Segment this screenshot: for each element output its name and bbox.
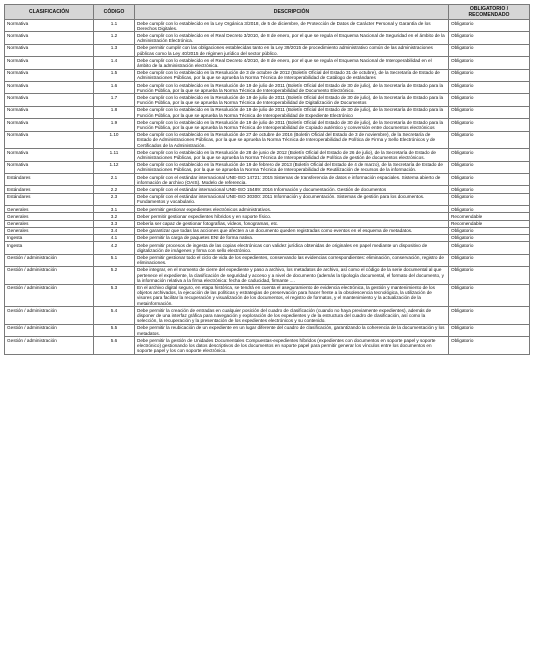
cell-status: Obligatorio [449,119,530,131]
cell-description: Debe permitir la carga de paquetes ENI de forma nativa. [135,234,449,241]
cell-status: Obligatorio [449,284,530,307]
table-row [5,32,530,44]
cell-description: Debe permitir la creación de entradas en cualquier posición del cuadro de clasificación (cuando no haya previamente expedientes), además de disponer de una interfaz gráfica para navegación y exploración de los expedientes y de la estructura del cuadro de clasificación, así como la selección, la recuperación y la presentación de los expedientes electrónicos y su contenido. [135,307,449,325]
cell-code: 5.5 [94,324,135,336]
cell-status: Obligatorio [449,324,530,336]
cell-description: Debe cumplir con lo establecido en la Resolución de 19 de julio de 2011 (Boletín Oficial del Estado de 30 de julio), de la Secretaría de Estado para la Función Pública, por la que se aprueba la Norma Técnica de Interoperabilidad de Copiado auténtico y conversión entre documentos electrónicos [135,119,449,131]
cell-code: 1.1 [94,20,135,32]
cell-description: Debe cumplir con lo establecido en la Resolución de 19 de febrero de 2013 (Boletín Oficial del Estado de 4 de marzo), de la Secretaría de Estado de Administraciones Públicas, por la que se aprueba la Norma Técnica de Interoperabilidad de Reutilización de recursos de la información. [135,161,449,173]
cell-status: Obligatorio [449,266,530,284]
cell-description: Deber permitir gestionar expedientes híbridos y en soporte físico. [135,213,449,220]
requirements-table [4,4,530,355]
cell-classification: Gestión / administración [5,254,94,266]
cell-description: Debe cumplir con lo establecido en la Resolución de 3 de octubre de 2012 (Boletín Oficial del Estado 31 de octubre), de la Secretaría de Estado de Administraciones Públicas, por la que se aprueba la Norma Técnica de Interoperabilidad de Catálogo de estándares [135,69,449,81]
cell-status: Obligatorio [449,82,530,94]
table-row [5,337,530,355]
cell-classification: Gestión / administración [5,307,94,325]
table-row [5,20,530,32]
cell-code: 1.2 [94,32,135,44]
cell-status: Obligatorio [449,149,530,161]
cell-description: Debe cumplir con lo establecido en el Real Decreto 4/2010, de 8 de enero, por el que se regula el Esquema Nacional de Interoperabilidad en el ámbito de la administración electrónica. [135,57,449,69]
table-row [5,254,530,266]
table-row [5,94,530,106]
cell-description: Debe cumplir con lo establecido en la Resolución de 19 de julio de 2011 (Boletín Oficial del Estado de 30 de julio), de la Secretaría de Estado para la Función Pública, por la que se aprueba la Norma Técnica de Interoperabilidad de Expediente Electrónico [135,106,449,118]
cell-description: Debe cumplir con lo establecido en la Resolución de 27 de octubre de 2016 (Boletín Oficial del Estado de 3 de noviembre), de la Secretaría de Estado de Administraciones Públicas, por la que se aprueba la Norma Técnica de Interoperabilidad de Política de Firma y Sello Electrónicos y de Certificados de la Administración. [135,131,449,149]
cell-status: Obligatorio [449,20,530,32]
requirements-document [4,4,529,355]
cell-classification: Normativa [5,44,94,56]
cell-code: 1.6 [94,82,135,94]
cell-classification: Generales [5,206,94,213]
table-row [5,220,530,227]
cell-description: Debería ser capaz de gestionar fotografías, vídeos, fonogramas, etc. [135,220,449,227]
cell-description: Debe garantizar que todas las acciones que afecten a un documento queden registradas como eventos en el esquema de metadatos. [135,227,449,234]
cell-classification: Ingesta [5,234,94,241]
cell-classification: Normativa [5,94,94,106]
cell-status: Obligatorio [449,307,530,325]
cell-code: 1.9 [94,119,135,131]
cell-code: 5.3 [94,284,135,307]
table-row [5,69,530,81]
cell-status: Obligatorio [449,227,530,234]
table-row [5,82,530,94]
cell-classification: Generales [5,213,94,220]
cell-description: Debe permitir gestionar expedientes electrónicos administrativos. [135,206,449,213]
cell-classification: Gestión / administración [5,284,94,307]
table-row [5,119,530,131]
cell-description: Debe permitir la reubicación de un expediente en un lugar diferente del cuadro de clasificación, garantizando la coherencia de la documentación y los metadatos. [135,324,449,336]
header-classification: CLASIFICACIÓN [5,5,94,20]
cell-classification: Normativa [5,161,94,173]
cell-description: Debe cumplir con lo establecido en la Resolución de 28 de junio de 2012 (Boletín Oficial del Estado de 26 de julio), de la Secretaría de Estado de Administraciones Públicas, por la que se aprueba la Norma Técnica de Interoperabilidad de Política de gestión de documentos electrónicos. [135,149,449,161]
table-body [5,20,530,355]
table-row [5,284,530,307]
cell-classification: Normativa [5,106,94,118]
cell-code: 1.3 [94,44,135,56]
cell-classification: Gestión / administración [5,266,94,284]
cell-status: Obligatorio [449,161,530,173]
cell-status: Recomendable [449,213,530,220]
cell-classification: Generales [5,220,94,227]
cell-description: Debe cumplir con lo establecido en el Real Decreto 3/2010, de 8 de enero, por el que se regula el Esquema Nacional de Seguridad en el ámbito de la Administración Electrónica. [135,32,449,44]
cell-code: 3.4 [94,227,135,234]
table-row [5,206,530,213]
cell-description: Debe cumplir con el estándar internacional UNE-ISO 15489: 2016 Información y documentación. Gestión de documentos [135,186,449,193]
table-row [5,57,530,69]
cell-code: 1.4 [94,57,135,69]
cell-status: Obligatorio [449,94,530,106]
cell-status: Obligatorio [449,242,530,254]
cell-classification: Generales [5,227,94,234]
cell-status: Obligatorio [449,337,530,355]
cell-description: Debe permitir gestionar todo el ciclo de vida de los expedientes, conservando las evidencias correspondientes: eliminación, conservación, registro de eliminaciones. [135,254,449,266]
cell-code: 4.1 [94,234,135,241]
cell-status: Obligatorio [449,106,530,118]
header-description: DESCRIPCIÓN [135,5,449,20]
cell-code: 1.10 [94,131,135,149]
cell-code: 2.2 [94,186,135,193]
table-row [5,186,530,193]
cell-classification: Normativa [5,131,94,149]
cell-status: Obligatorio [449,186,530,193]
cell-code: 1.12 [94,161,135,173]
cell-code: 3.2 [94,213,135,220]
cell-code: 5.4 [94,307,135,325]
cell-code: 2.3 [94,193,135,205]
cell-description: Debe cumplir con el estándar internacional UNE-ISO 30300: 2011 Información y documentación. Sistemas de gestión para los documentos. Fundamentos y vocabulario. [135,193,449,205]
table-row [5,213,530,220]
cell-description: Debe cumplir con el estándar internacional UNE-ISO 14721: 2015 Sistemas de transferencia de datos e información espaciales. Sistema abierto de información de archivo (OAIS). Modelo de referencia. [135,174,449,186]
cell-description: Debe cumplir con lo establecido en la Resolución de 19 de julio de 2011 (Boletín Oficial del Estado de 30 de julio), de la Secretaría de Estado para la Función Pública, por la que se aprueba la Norma Técnica de Interoperabilidad de Documento Electrónico. [135,82,449,94]
cell-code: 1.7 [94,94,135,106]
cell-status: Obligatorio [449,32,530,44]
table-row [5,161,530,173]
cell-status: Obligatorio [449,57,530,69]
cell-status: Obligatorio [449,234,530,241]
cell-status: Obligatorio [449,131,530,149]
cell-code: 3.3 [94,220,135,227]
cell-classification: Normativa [5,119,94,131]
cell-description: Debe permitir la gestión de Unidades Documentales Compuestas-expedientes híbridos (expedientes con documentos en soporte papel y soporte electrónico) gestionando los datos descriptivos de los documentos en soporte papel para permitir generar los vínculos entre los documentos en soporte papel y los con soporte electrónico. [135,337,449,355]
table-row [5,227,530,234]
cell-classification: Estándares [5,193,94,205]
cell-status: Obligatorio [449,44,530,56]
cell-code: 3.1 [94,206,135,213]
cell-classification: Gestión / administración [5,337,94,355]
cell-code: 1.5 [94,69,135,81]
cell-code: 2.1 [94,174,135,186]
table-row [5,131,530,149]
cell-status: Obligatorio [449,174,530,186]
cell-code: 1.11 [94,149,135,161]
table-row [5,44,530,56]
header-code: CÓDIGO [94,5,135,20]
cell-description: Debe permitir procesos de ingesta de las copias electrónicas con validez jurídica obtenidas de originales en papel mediante un dispositivo de digitalización de imágenes y firma con sello electrónico. [135,242,449,254]
cell-status: Obligatorio [449,206,530,213]
table-row [5,174,530,186]
table-header-row [5,5,530,20]
table-row [5,106,530,118]
cell-status: Obligatorio [449,69,530,81]
cell-code: 5.1 [94,254,135,266]
cell-description: En el archivo digital seguro, en etapa histórica, se tendrá en cuenta el aseguramiento de evidencia electrónica, la gestión y mantenimiento de los objetos archivados, la ejecución de las políticas y estrategias de preservación para hacer frente a la obsolescencia tecnológica, la utilización de visores para facilitar la recuperación y visualización de los documentos, el registro de formatos, y el mantenimiento y la actualización de la metainformación. [135,284,449,307]
table-row [5,266,530,284]
table-row [5,324,530,336]
cell-classification: Normativa [5,20,94,32]
cell-description: Debe integrar, en el momento de cierre del expediente y paso a archivo, los metadatos de archivo, así como el código de la serie documental al que pertenece el expediente, la clasificación de seguridad y acceso y a nivel de documento (además la tipología documental, el formato del documento, y la información relativa a la firma electrónica: fecha de caducidad, firmante .... [135,266,449,284]
cell-status: Obligatorio [449,193,530,205]
cell-classification: Normativa [5,32,94,44]
table-row [5,149,530,161]
cell-status: Recomendable [449,220,530,227]
table-row [5,242,530,254]
cell-status: Obligatorio [449,254,530,266]
cell-classification: Ingesta [5,242,94,254]
cell-code: 5.2 [94,266,135,284]
cell-classification: Estándares [5,186,94,193]
header-status: OBLIGATORIO / RECOMENDADO [449,5,530,20]
table-row [5,234,530,241]
cell-classification: Normativa [5,57,94,69]
cell-classification: Estándares [5,174,94,186]
table-row [5,193,530,205]
cell-classification: Normativa [5,69,94,81]
cell-classification: Gestión / administración [5,324,94,336]
cell-description: Debe cumplir con lo establecido en la Resolución de 19 de julio de 2011 (Boletín Oficial del Estado de 30 de julio), de la Secretaría de Estado para la Función Pública, por la que se aprueba la Norma Técnica de Interoperabilidad de Digitalización de Documentos [135,94,449,106]
cell-classification: Normativa [5,82,94,94]
cell-code: 4.2 [94,242,135,254]
cell-code: 5.6 [94,337,135,355]
cell-classification: Normativa [5,149,94,161]
cell-code: 1.8 [94,106,135,118]
table-row [5,307,530,325]
cell-description: Debe cumplir con lo establecido en la Ley Orgánica 3/2018, de 5 de diciembre, de Protección de Datos de Carácter Personal y Garantía de los Derechos Digitales. [135,20,449,32]
cell-description: Debe permitir cumplir con las obligaciones establecidas tanto en la Ley 39/2015 de procedimiento administrativo común de las administraciones públicas como la Ley 40/2015 de régimen jurídico del sector público. [135,44,449,56]
